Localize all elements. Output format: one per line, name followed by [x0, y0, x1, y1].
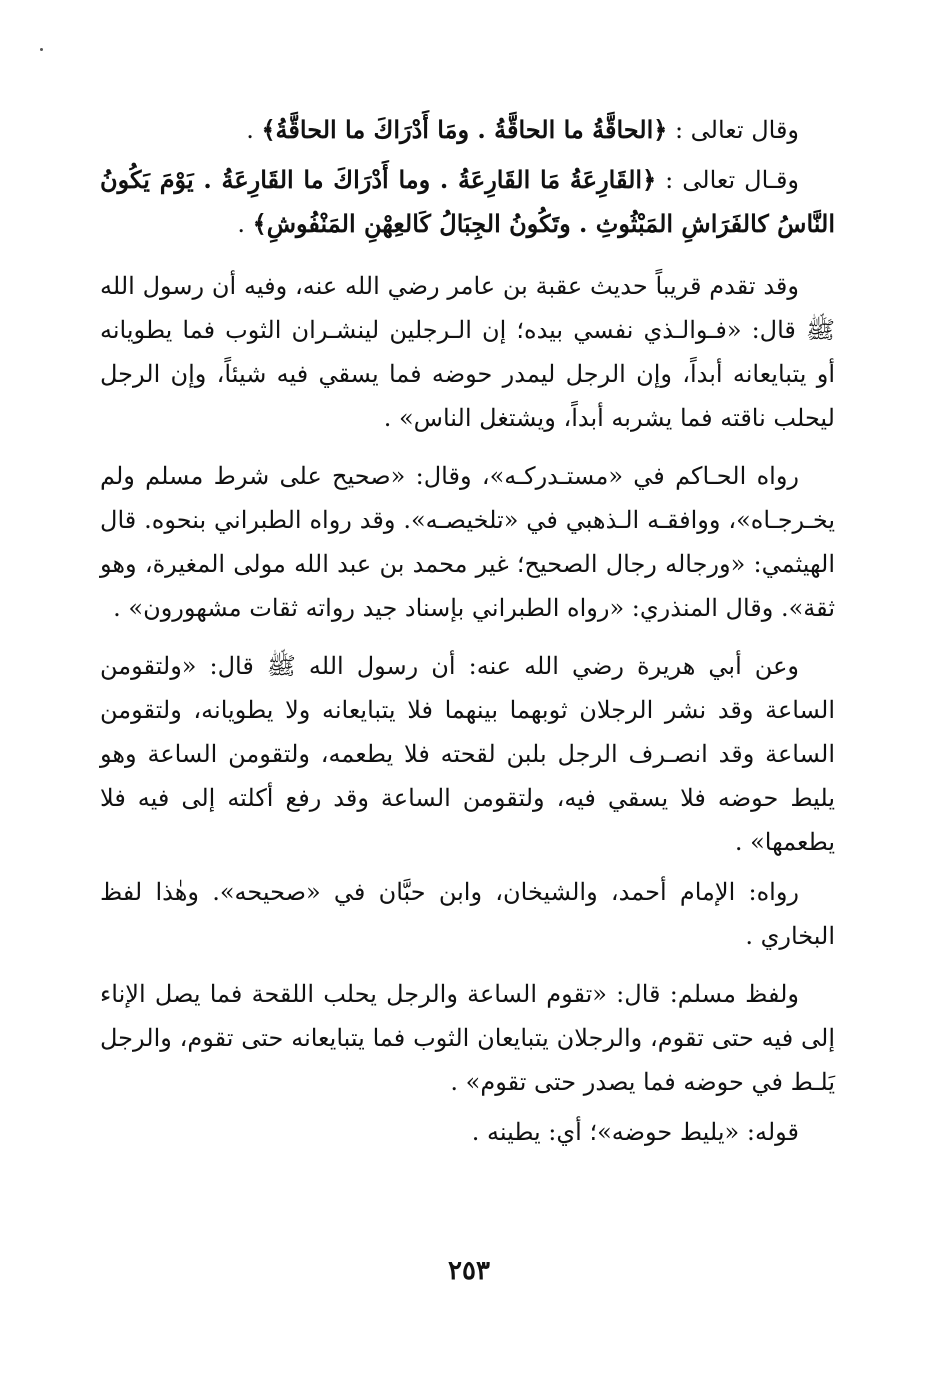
quran-verse-al-qariah [100, 158, 835, 246]
verse-intro: وقـال تعالى : [656, 166, 800, 194]
page-number: ٢٥٣ [448, 1256, 490, 1286]
verse-intro: وقال تعالى : [667, 116, 799, 144]
verse-end: . [246, 116, 262, 144]
quran-verse-al-haqqah [100, 108, 835, 152]
quran-text: ﴿الحاقَّةُ ما الحاقَّةُ . ومَا أَدْرَاكَ ما الحاقَّةُ﴾ [261, 115, 668, 144]
hadith-takhrij-paragraph: رواه الحـاكم في «مستـدركـه»، وقال: «صحيح على شرط مسلم ولم يخـرجـاه»، ووافقـه الـذهبي في «تلخيصـه». وقد رواه الطبراني بنحوه. قال الهيثمي: «ورجاله رجال الصحيح؛ غير محمد بن عبد الله مولى المغيرة، وهو ثقة». وقال المنذري: «رواه الطبراني بإسناد جيد رواته ثقات مشهورون» . [100, 462, 835, 622]
hadith-uqbah-paragraph: وقد تقدم قريباً حديث عقبة بن عامر رضي الله عنه، وفيه أن رسول الله ﷺ قال: «فـوالـذي نفسي بيده؛ إن الـرجلين لينشـران الثوب فما يطويانه أو يتبايعانه أبداً، وإن الرجل ليمدر حوضه فما يسقي فيه شيئاً، وإن الرجل ليحلب ناقته فما يشربه أبداً، ويشتغل الناس» . [100, 272, 835, 432]
muslim-wording-paragraph: ولفظ مسلم: قال: «تقوم الساعة والرجل يحلب اللقحة فما يصل الإناء إلى فيه حتى تقوم، والرجلان يتبايعان الثوب فما يتبايعانه حتى تقوم، والرجل يَلـط في حوضه فما يصدر حتى تقوم» . [100, 980, 835, 1096]
word-explanation-paragraph: قوله: «يليط حوضه»؛ أي: يطينه . [471, 1118, 799, 1146]
quran-text: ﴿القَارِعَةُ مَا القَارِعَةُ . وما أَدْرَاكَ ما القَارِعَةُ . يَوْمَ يَكُونُ النَّاسُ كالفَرَاشِ المَبْثُوثِ . وتَكُونُ الجِبَالُ كَالعِهْنِ المَنْفُوشِ﴾ [100, 165, 835, 238]
scan-speck [40, 48, 43, 51]
hadith-abu-hurairah-paragraph: وعن أبي هريرة رضي الله عنه: أن رسول الله ﷺ قال: «ولتقومن الساعة وقد نشر الرجلان ثوبهما بينهما فلا يتبايعانه ولا يطويانه، ولتقومن الساعة وقد انصـرف الرجل بلبن لقحته فلا يطعمه، ولتقومن الساعة وهو يليط حوضه فلا يسقي فيه، ولتقومن الساعة وقد رفع أكلته إلى فيه فلا يطعمها» . [100, 652, 835, 856]
verse-end: . [237, 210, 253, 238]
narration-sources-paragraph: رواه: الإمام أحمد، والشيخان، وابن حبَّان في «صحيحه». وهٰذا لفظ البخاري . [100, 878, 835, 950]
page-body [100, 108, 835, 1154]
